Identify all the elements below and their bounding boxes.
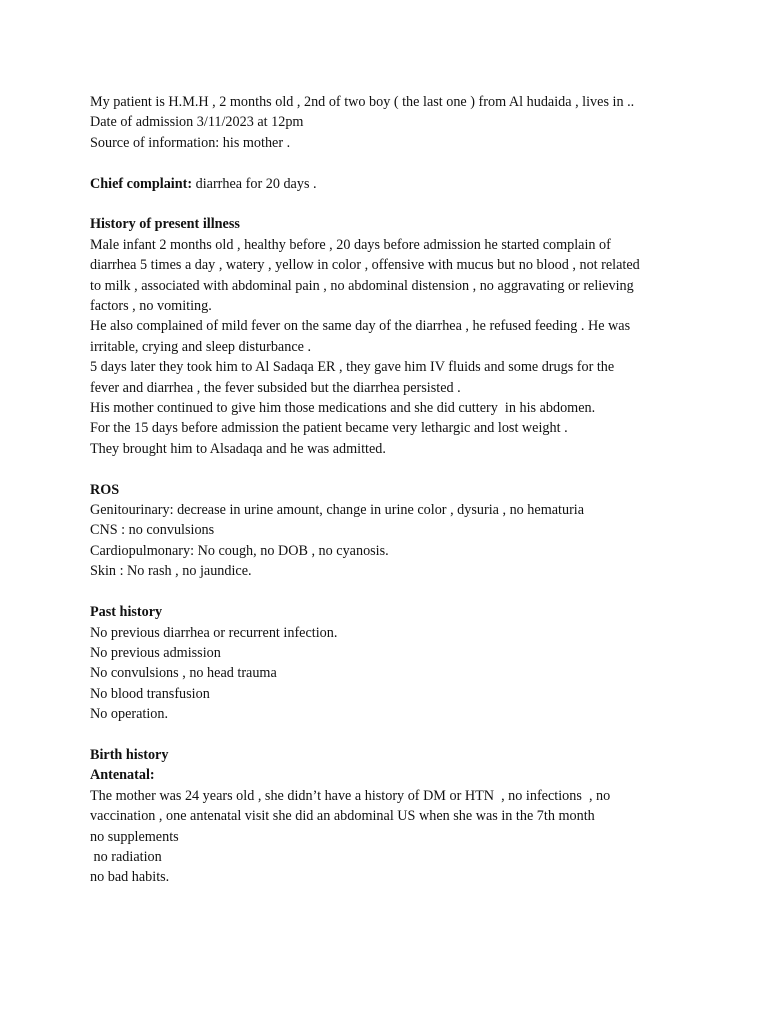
chief-complaint-line: [90, 174, 690, 194]
past-history-line: No previous diarrhea or recurrent infection.: [90, 624, 338, 641]
hpi-line: He also complained of mild fever on the same day of the diarrhea , he refused feeding . He was: [90, 318, 631, 335]
source-of-information-line: Source of information: his mother .: [90, 134, 291, 151]
hpi-line: They brought him to Alsadaqa and he was admitted.: [90, 440, 386, 457]
antenatal-subheading: Antenatal:: [90, 767, 155, 784]
past-history-line: No blood transfusion: [90, 685, 210, 702]
ros-line: Genitourinary: decrease in urine amount, change in urine color , dysuria , no hematuria: [90, 502, 585, 519]
hpi-line: fever and diarrhea , the fever subsided but the diarrhea persisted .: [90, 379, 461, 396]
past-history-line: No previous admission: [90, 644, 221, 661]
admission-date-line: Date of admission 3/11/2023 at 12pm: [90, 114, 304, 131]
birth-history-line: no radiation: [90, 848, 162, 865]
hpi-line: His mother continued to give him those medications and she did cuttery in his abdomen.: [90, 400, 596, 417]
past-history-heading: Past history: [90, 604, 163, 621]
hpi-line: to milk , associated with abdominal pain , no abdominal distension , no aggravating or relieving: [90, 277, 634, 294]
birth-history-line: The mother was 24 years old , she didn’t have a history of DM or HTN , no infections , no: [90, 787, 611, 804]
spacer: [90, 582, 690, 602]
chief-complaint-label: Chief complaint:: [90, 175, 193, 192]
birth-history-line: no supplements: [90, 828, 179, 845]
spacer: [90, 153, 690, 173]
hpi-line: factors , no vomiting.: [90, 298, 212, 315]
hpi-line: irritable, crying and sleep disturbance .: [90, 338, 312, 355]
ros-line: CNS : no convulsions: [90, 522, 215, 539]
patient-intro-line: My patient is H.M.H , 2 months old , 2nd of two boy ( the last one ) from Al hudaida , lives in ..: [90, 94, 635, 110]
hpi-line: diarrhea 5 times a day , watery , yellow in color , offensive with mucus but no blood , not related: [90, 257, 640, 274]
birth-history-line: no bad habits.: [90, 869, 170, 886]
ros-line: Skin : No rash , no jaundice.: [90, 563, 252, 580]
spacer: [90, 194, 690, 214]
chief-complaint-text: diarrhea for 20 days .: [192, 175, 317, 192]
hpi-heading: History of present illness: [90, 216, 240, 233]
spacer: [90, 459, 690, 479]
ros-heading: ROS: [90, 481, 120, 498]
hpi-line: Male infant 2 months old , healthy before , 20 days before admission he started complain of: [90, 236, 611, 253]
past-history-line: No operation.: [90, 706, 169, 723]
birth-history-heading: Birth history: [90, 746, 169, 763]
hpi-line: For the 15 days before admission the patient became very lethargic and lost weight .: [90, 420, 568, 437]
birth-history-line: vaccination , one antenatal visit she did an abdominal US when she was in the 7th month: [90, 808, 595, 825]
spacer: [90, 725, 690, 745]
document-page: [90, 92, 690, 888]
past-history-line: No convulsions , no head trauma: [90, 665, 277, 682]
ros-line: Cardiopulmonary: No cough, no DOB , no cyanosis.: [90, 542, 389, 559]
hpi-line: 5 days later they took him to Al Sadaqa ER , they gave him IV fluids and some drugs for the: [90, 359, 615, 376]
